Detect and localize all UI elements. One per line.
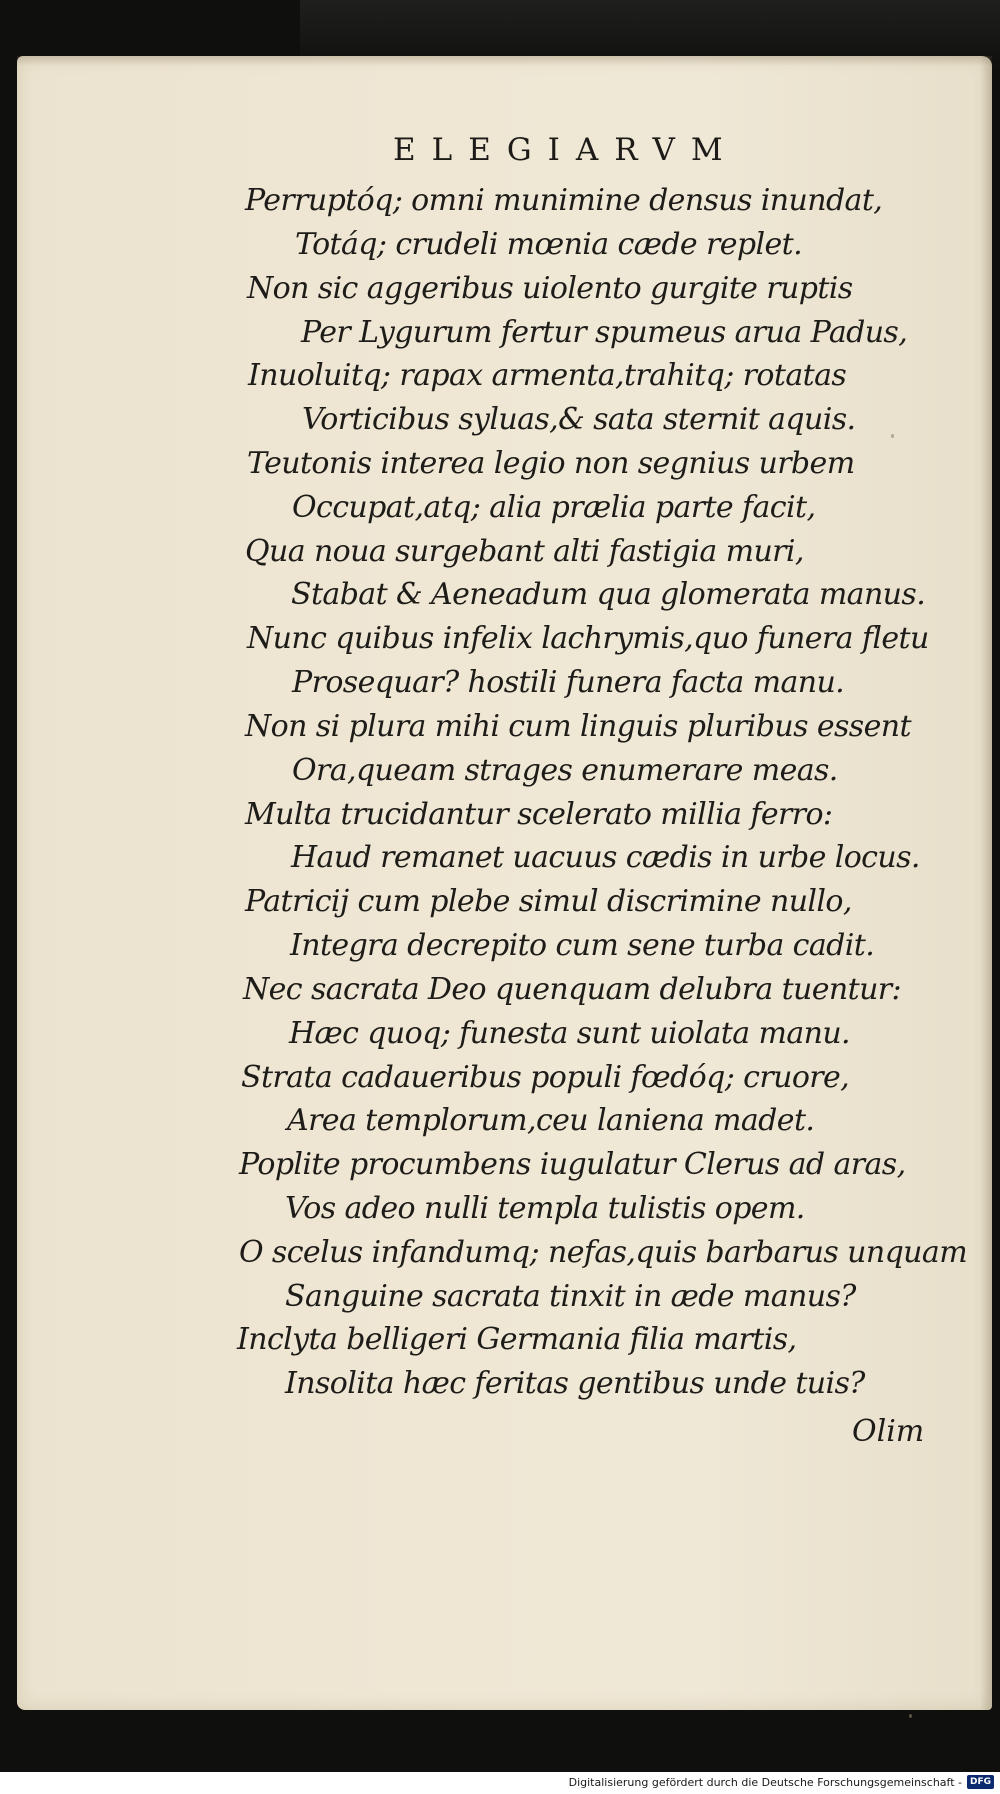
verse-line-pentameter: Haud remanet uacuus cædis in urbe locus. xyxy=(291,840,920,875)
verse-line-pentameter: Integra decrepito cum sene turba cadit. xyxy=(290,928,875,963)
verse-line-hexameter: Inuoluitq; rapax armenta,trahitq; rotatas xyxy=(248,358,847,393)
verse-line-pentameter: Per Lygurum fertur spumeus arua Padus, xyxy=(301,315,908,350)
paper-speck xyxy=(891,434,894,438)
verse-line-pentameter: Insolita hæc feritas gentibus unde tuis? xyxy=(285,1366,865,1401)
verse-line-pentameter: Stabat & Aeneadum qua glomerata manus. xyxy=(291,577,926,612)
catchword: Olim xyxy=(852,1414,925,1449)
verse-line-hexameter: Perruptóq; omni munimine densus inundat, xyxy=(245,183,883,218)
verse-line-hexameter: Strata cadaueribus populi fœdóq; cruore, xyxy=(241,1060,850,1095)
verse-line-pentameter: Totáq; crudeli mœnia cæde replet. xyxy=(295,227,803,262)
verse-line-hexameter: Non sic aggeribus uiolento gurgite ruptis xyxy=(247,271,853,306)
verse-line-hexameter: Qua noua surgebant alti fastigia muri, xyxy=(245,534,804,569)
verse-line-pentameter: Occupat,atq; alia prælia parte facit, xyxy=(292,490,816,525)
verse-line-hexameter: Inclyta belligeri Germania filia martis, xyxy=(237,1322,797,1357)
verse-line-pentameter: Vos adeo nulli templa tulistis opem. xyxy=(285,1191,805,1226)
verse-line-hexameter: Teutonis interea legio non segnius urbem xyxy=(247,446,855,481)
verse-line-hexameter: Patricij cum plebe simul discrimine nullo, xyxy=(245,884,852,919)
book-page xyxy=(17,56,992,1710)
verse-line-hexameter: Nunc quibus infelix lachrymis,quo funera fletu xyxy=(247,621,929,656)
paper-speck xyxy=(909,1714,912,1718)
verse-line-hexameter: O scelus infandumq; nefas,quis barbarus unquam xyxy=(239,1235,968,1270)
digitization-footer xyxy=(0,1772,1000,1794)
verse-line-pentameter: Prosequar? hostili funera facta manu. xyxy=(292,665,845,700)
page-top-edge xyxy=(17,56,992,66)
verse-line-hexameter: Non si plura mihi cum linguis pluribus essent xyxy=(245,709,911,744)
dfg-logo: DFG xyxy=(967,1775,994,1789)
running-head: ELEGIARVM xyxy=(393,132,739,168)
verse-line-pentameter: Vorticibus syluas,& sata sternit aquis. xyxy=(302,402,856,437)
funding-credit: Digitalisierung gefördert durch die Deutsche Forschungsgemeinschaft - xyxy=(568,1776,962,1789)
verse-line-pentameter: Sanguine sacrata tinxit in æde manus? xyxy=(285,1279,856,1314)
verse-line-hexameter: Poplite procumbens iugulatur Clerus ad aras, xyxy=(239,1147,906,1182)
verse-line-hexameter: Nec sacrata Deo quenquam delubra tuentur: xyxy=(243,972,902,1007)
verse-line-pentameter: Area templorum,ceu laniena madet. xyxy=(287,1103,815,1138)
verse-line-pentameter: Ora,queam strages enumerare meas. xyxy=(292,753,838,788)
verse-line-hexameter: Multa trucidantur scelerato millia ferro: xyxy=(245,797,833,832)
verse-line-pentameter: Hæc quoq; funesta sunt uiolata manu. xyxy=(289,1016,850,1051)
page-right-edge xyxy=(980,56,992,1710)
